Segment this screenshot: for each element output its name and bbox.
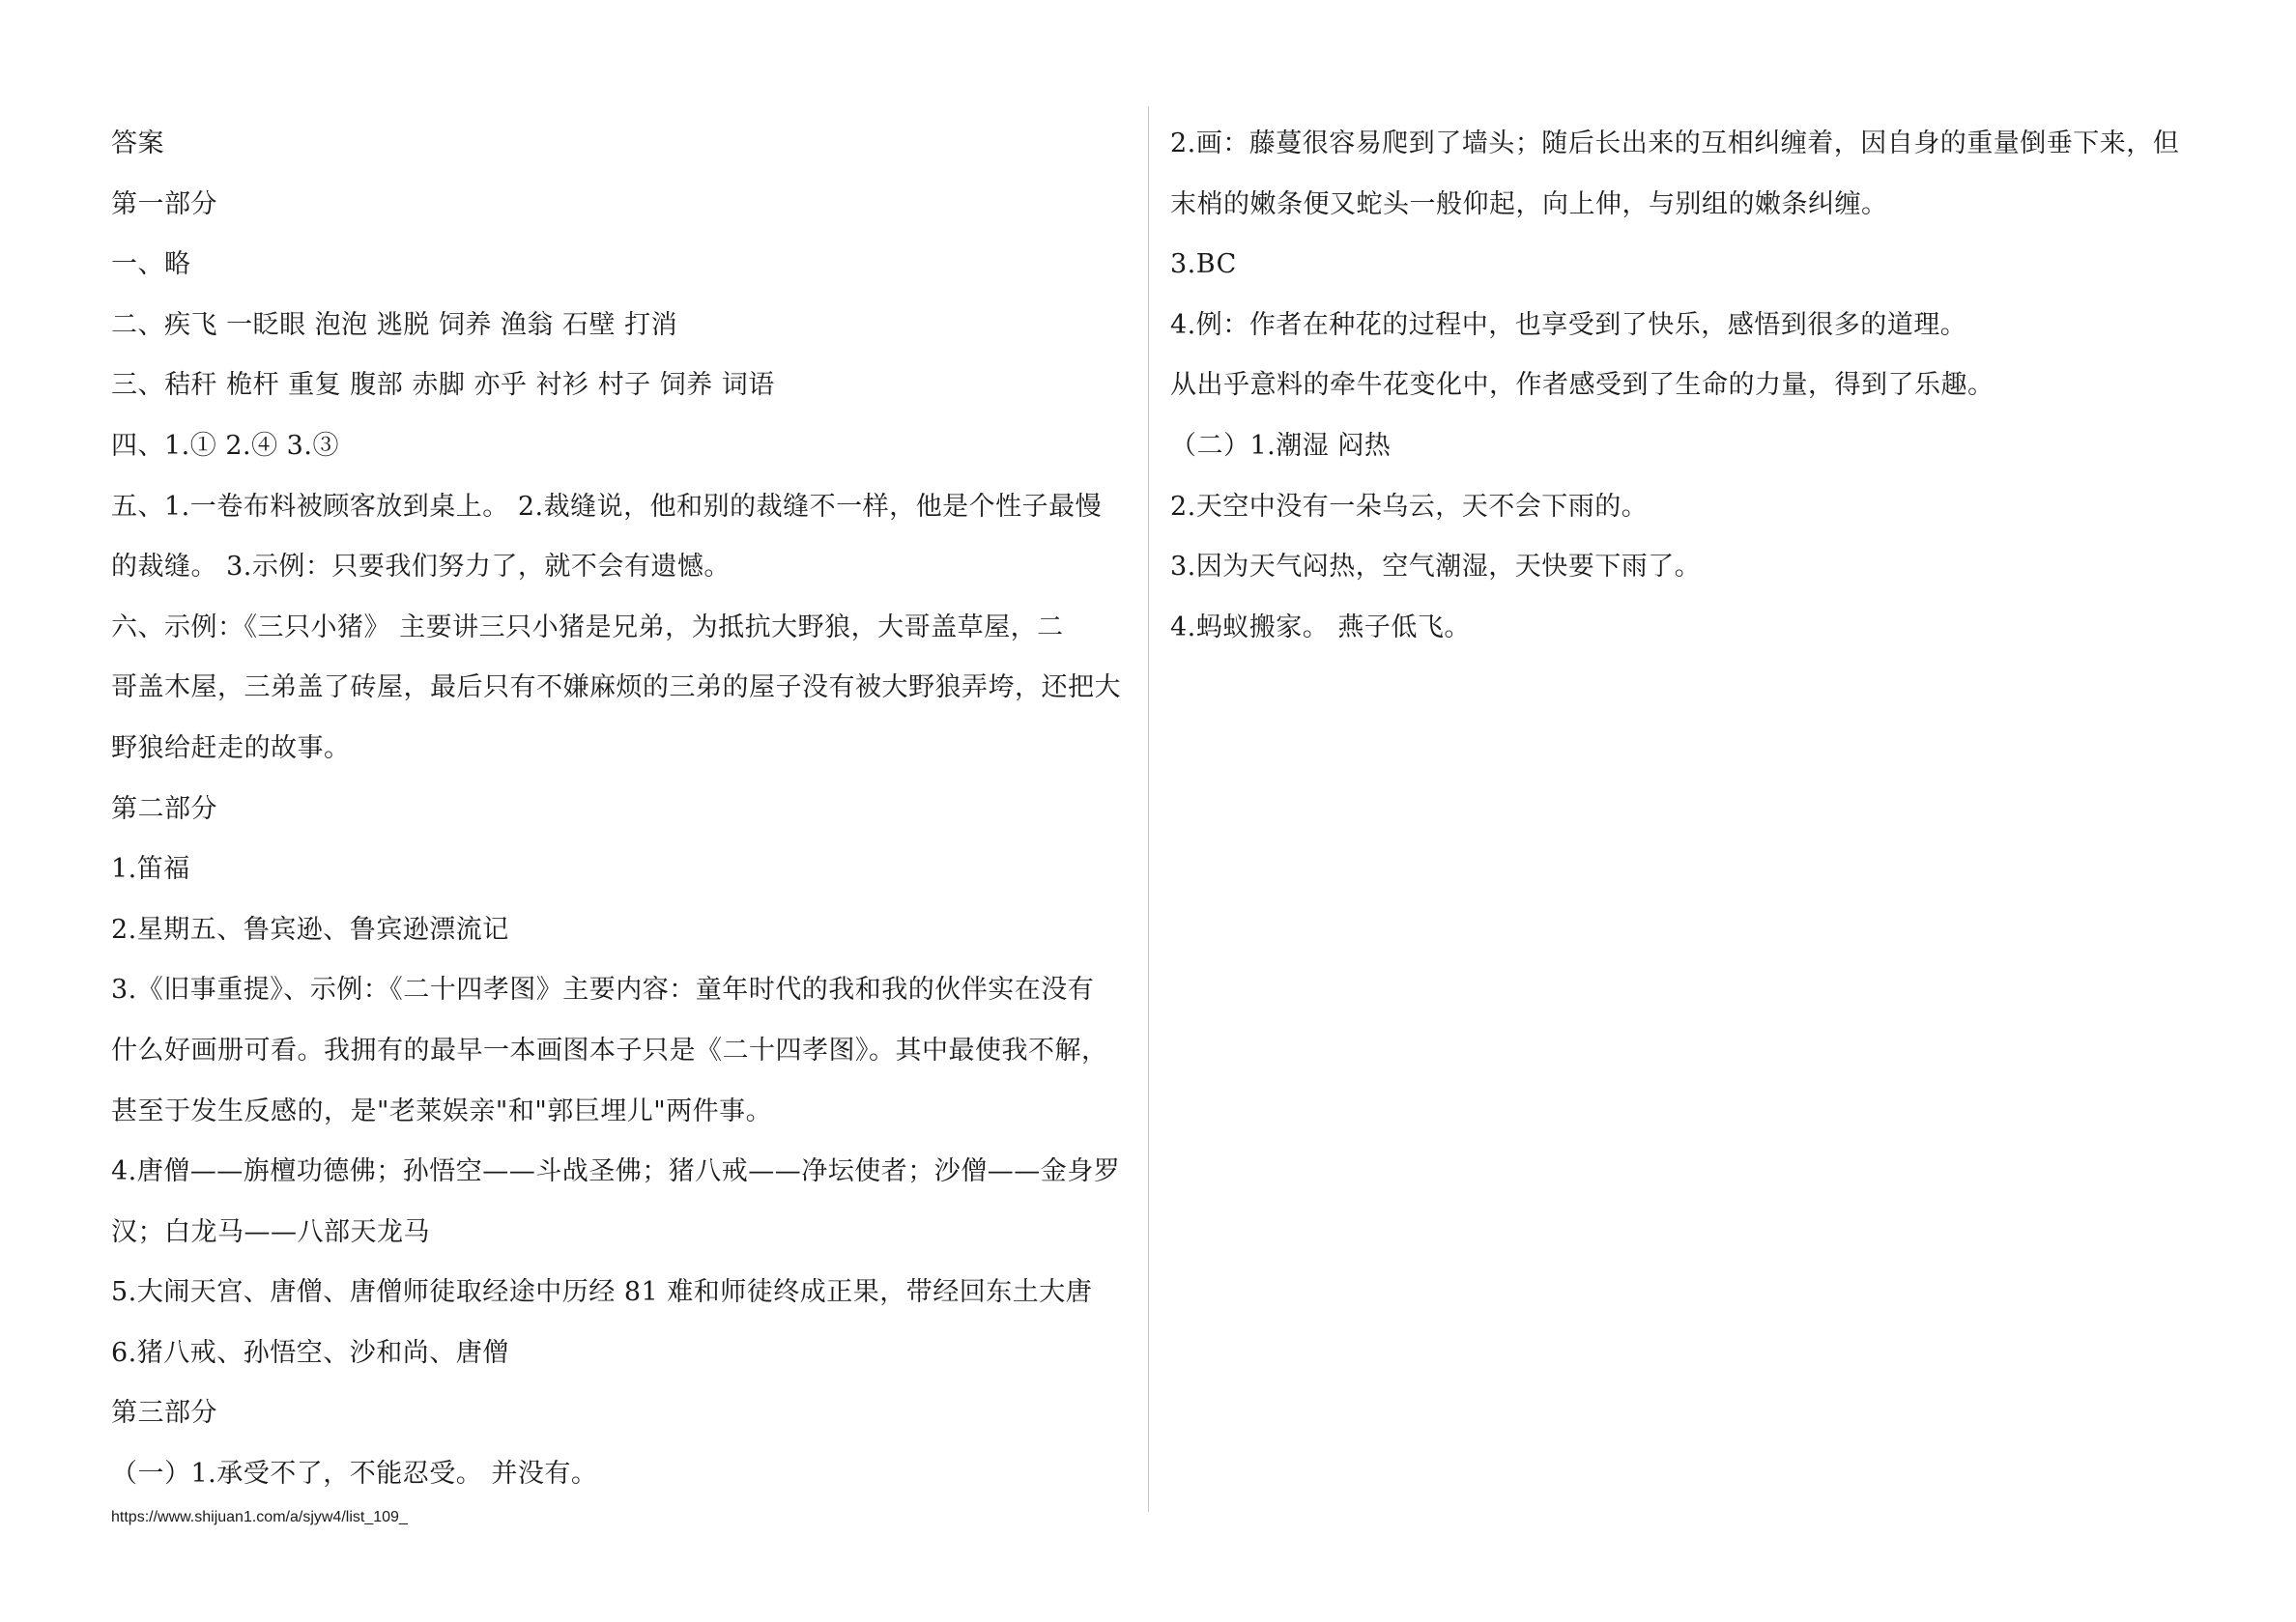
answer-line: 2.星期五、鲁宾逊、鲁宾逊漂流记: [111, 914, 509, 945]
answer-line: 哥盖木屋，三弟盖了砖屋，最后只有不嫌麻烦的三弟的屋子没有被大野狼弄垮，还把大: [111, 672, 1121, 703]
answer-line: 从出乎意料的牵牛花变化中，作者感受到了生命的力量，得到了乐趣。: [1170, 370, 1995, 401]
answer-line: 4.蚂蚁搬家。 燕子低飞。: [1170, 612, 1471, 642]
answer-line: 5.大闹天宫、唐僧、唐僧师徒取经途中历经 81 难和师徒终成正果，带经回东土大唐: [111, 1277, 1093, 1308]
column-divider: [1148, 106, 1149, 1512]
answer-line: 四、1.① 2.④ 3.③: [111, 430, 339, 461]
section-heading-part1: 第一部分: [111, 188, 217, 219]
answer-line: （二）1.潮湿 闷热: [1170, 430, 1392, 461]
answer-line: 3.因为天气闷热，空气潮湿，天快要下雨了。: [1170, 552, 1702, 583]
section-heading-part3: 第三部分: [111, 1398, 217, 1429]
answer-heading: 答案: [111, 128, 164, 158]
answer-line: 野狼给赶走的故事。: [111, 732, 351, 763]
answer-line: （一）1.承受不了，不能忍受。 并没有。: [111, 1459, 598, 1490]
answer-line: 4.例：作者在种花的过程中，也享受到了快乐，感悟到很多的道理。: [1170, 309, 1967, 340]
left-column: [111, 114, 1135, 1505]
answer-line: 一、略: [111, 249, 191, 280]
answer-line: 4.唐僧——旃檀功德佛；孙悟空——斗战圣佛；猪八戒——净坛使者；沙僧——金身罗: [111, 1156, 1121, 1187]
answer-line: 6.猪八戒、孙悟空、沙和尚、唐僧: [111, 1337, 509, 1368]
section-heading-part2: 第二部分: [111, 793, 217, 824]
answer-line: 1.笛福: [111, 854, 190, 885]
answer-line: 五、1.一卷布料被顾客放到桌上。 2.裁缝说，他和别的裁缝不一样，他是个性子最慢: [111, 491, 1103, 522]
right-column: [1170, 114, 2214, 658]
answer-line: 什么好画册可看。我拥有的最早一本画图本子只是《二十四孝图》。其中最使我不解，: [111, 1035, 1108, 1066]
answer-line: 3.BC: [1170, 249, 1237, 280]
answer-line: 2.天空中没有一朵乌云，天不会下雨的。: [1170, 491, 1649, 522]
answer-line: 2.画：藤蔓很容易爬到了墙头；随后长出来的互相纠缠着，因自身的重量倒垂下来，但: [1170, 128, 2180, 158]
answer-line: 六、示例：《三只小猪》 主要讲三只小猪是兄弟，为抵抗大野狼，大哥盖草屋，二: [111, 612, 1064, 642]
answer-line: 甚至于发生反感的，是"老莱娱亲"和"郭巨埋儿"两件事。: [111, 1096, 773, 1126]
answer-line: 末梢的嫩条便又蛇头一般仰起，向上伸，与别组的嫩条纠缠。: [1170, 188, 1888, 219]
answer-line: 汉；白龙马——八部天龙马: [111, 1216, 430, 1247]
answer-line: 三、秸秆 桅杆 重复 腹部 赤脚 亦乎 衬衫 村子 饲养 词语: [111, 370, 775, 401]
answer-line: 二、疾飞 一眨眼 泡泡 逃脱 饲养 渔翁 石壁 打消: [111, 309, 678, 340]
answer-line: 的裁缝。 3.示例：只要我们努力了，就不会有遗憾。: [111, 552, 731, 583]
answer-line: 3.《旧事重提》、示例：《二十四孝图》主要内容：童年时代的我和我的伙伴实在没有: [111, 975, 1095, 1006]
footer-url[interactable]: https://www.shijuan1.com/a/sjyw4/list_109_: [111, 1509, 408, 1525]
